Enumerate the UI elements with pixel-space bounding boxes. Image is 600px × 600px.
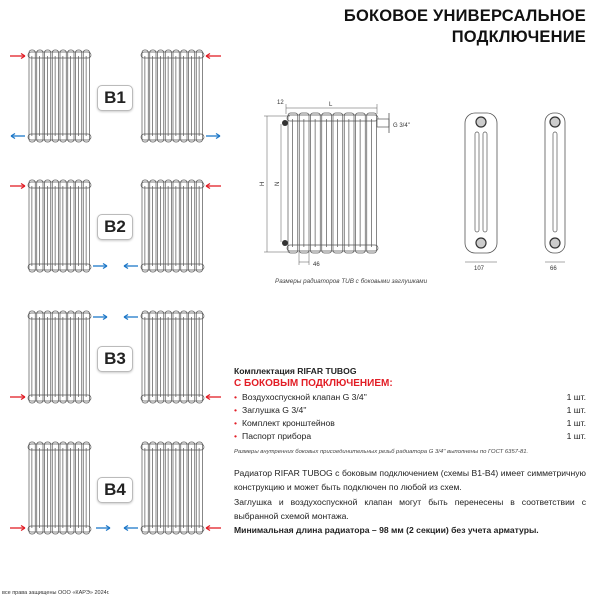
title-line-2: ПОДКЛЮЧЕНИЕ — [451, 28, 586, 46]
bullet-icon: • — [234, 405, 238, 415]
bullet-icon: • — [234, 392, 238, 402]
kit-subheading: С БОКОВЫМ ПОДКЛЮЧЕНИЕМ: — [234, 378, 393, 389]
kit-item-name — [234, 430, 311, 443]
kit-section — [234, 366, 586, 455]
radiator — [142, 311, 203, 403]
connection-icon — [550, 238, 560, 248]
kit-item-text: Воздухоспускной клапан G 3/4'' — [242, 392, 367, 402]
kit-item — [234, 430, 586, 443]
connection-icon — [476, 117, 486, 127]
drawing-caption: Размеры радиаторов TUB с боковыми заглушками — [275, 278, 428, 285]
kit-item — [234, 391, 586, 404]
description — [234, 466, 586, 537]
scheme-label-b1: B1 — [97, 85, 133, 111]
kit-note: Размеры внутренних боковых присоединительных резьб радиатора G 3/4'' выполнены по ГОСТ 6357-81. — [234, 449, 529, 455]
scheme-label-b4: B4 — [97, 477, 133, 503]
plug-icon — [282, 120, 288, 126]
side-view-107 — [465, 113, 497, 253]
kit-item — [234, 417, 586, 430]
thread-fitting — [377, 119, 389, 127]
kit-heading: Комплектация RIFAR TUBOG — [234, 366, 357, 376]
connection-icon — [550, 117, 560, 127]
description-p1: Радиатор RIFAR TUBOG с боковым подключением (схемы B1-B4) имеет симметричную конструкцию и может быть подключен по любой из схем. — [234, 468, 586, 493]
radiator — [29, 50, 90, 142]
radiator — [29, 311, 90, 403]
kit-item-name — [234, 417, 335, 430]
dim-label-107: 107 — [474, 266, 485, 272]
kit-item-text: Заглушка G 3/4'' — [242, 405, 307, 415]
dim-label-12: 12 — [277, 100, 284, 106]
kit-item — [234, 404, 586, 417]
bullet-icon: • — [234, 418, 238, 428]
connection-icon — [476, 238, 486, 248]
bullet-icon: • — [234, 431, 238, 441]
dim-label-66: 66 — [550, 266, 557, 272]
dim-label-46: 46 — [313, 262, 320, 268]
description-p3: Минимальная длина радиатора – 98 мм (2 секции) без учета арматуры. — [234, 525, 539, 536]
radiator — [142, 442, 203, 534]
kit-item-name — [234, 404, 307, 417]
kit-item-text: Паспорт прибора — [242, 431, 312, 441]
radiator — [29, 442, 90, 534]
kit-item-qty: 1 шт. — [566, 431, 586, 441]
kit-item-name — [234, 391, 367, 404]
thread-label: G 3/4'' — [393, 123, 410, 129]
description-p2: Заглушка и воздухоспускной клапан могут быть перенесены в соответствии с выбранной схемой монтажа. — [234, 496, 586, 521]
scheme-label-b2: B2 — [97, 214, 133, 240]
scheme-label-b3: B3 — [97, 346, 133, 372]
kit-item-qty: 1 шт. — [566, 418, 586, 428]
dim-label-h: H — [260, 181, 266, 186]
plug-icon — [282, 240, 288, 246]
kit-item-text: Комплект кронштейнов — [242, 418, 335, 428]
title-line-1: БОКОВОЕ УНИВЕРСАЛЬНОЕ — [343, 7, 586, 25]
radiator — [142, 180, 203, 272]
radiator — [29, 180, 90, 272]
kit-item-qty: 1 шт. — [566, 392, 586, 402]
kit-item-qty: 1 шт. — [566, 405, 586, 415]
radiator — [142, 50, 203, 142]
dim-label-n: N — [275, 181, 281, 186]
copyright: все права защищены ООО «КАРЭ» 2024г. — [2, 590, 110, 596]
radiator — [288, 113, 377, 253]
dim-label-l: L — [329, 102, 333, 108]
kit-list — [234, 391, 586, 443]
